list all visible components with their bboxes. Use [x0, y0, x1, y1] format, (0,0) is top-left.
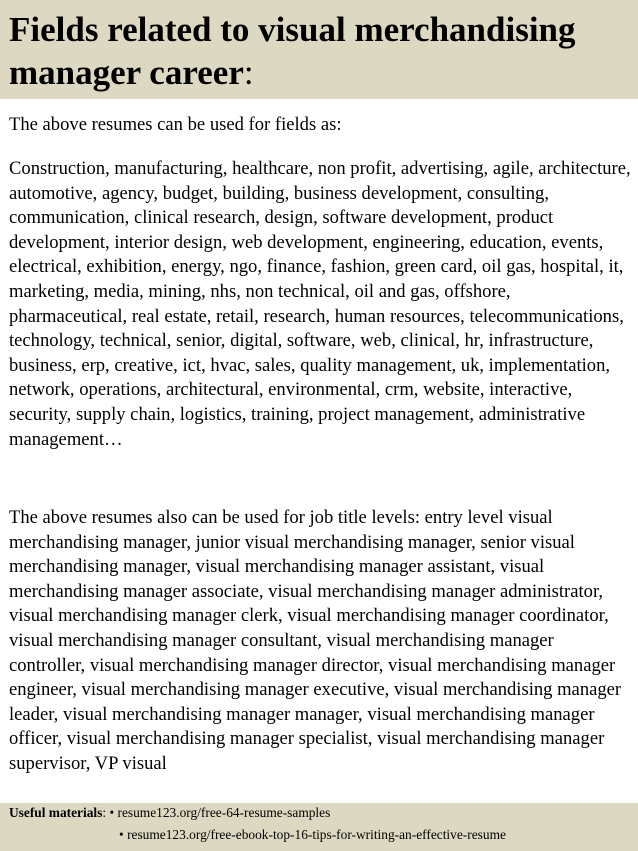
useful-materials-line	[9, 805, 330, 821]
useful-materials-label: Useful materials	[9, 805, 103, 820]
useful-link-resume-tips-ebook[interactable]: resume123.org/free-ebook-top-16-tips-for-writing-an-effective-resume	[127, 827, 506, 842]
fields-paragraph: Construction, manufacturing, healthcare, non profit, advertising, agile, architecture, automotive, agency, budget, building, business development, consulting, communication, clinical research, design, software development, product development, interior design, web development, engineering, education, events, electrical, exhibition, energy, ngo, finance, fashion, green card, oil gas, hospital, it, marketing, media, mining, nhs, non technical, oil and gas, offshore, pharmaceutical, real estate, retail, research, human resources, telecommunications, technology, technical, senior, digital, software, web, clinical, hr, infrastructure, business, erp, creative, ict, hvac, sales, quality management, uk, implementation, network, operations, architectural, environmental, crm, website, interactive, security, supply chain, logistics, training, project management, administrative management…	[9, 158, 631, 450]
page-title-text: Fields related to visual merchandising manager career	[9, 10, 576, 92]
useful-link-resume-samples[interactable]: resume123.org/free-64-resume-samples	[117, 805, 331, 820]
intro-paragraph: The above resumes can be used for fields as:	[9, 114, 342, 135]
useful-materials-line-2	[119, 827, 506, 843]
page-title	[9, 8, 629, 94]
useful-materials-colon: :	[102, 805, 107, 820]
bullet-2: •	[119, 827, 124, 842]
bullet-1: •	[109, 805, 115, 820]
job-levels-paragraph: The above resumes also can be used for job title levels: entry level visual merchandising manager, junior visual merchandising manager, senior visual merchandising manager, visual merchandising manager assistant, visual merchandising manager associate, visual merchandising manager administrator, visual merchandising manager clerk, visual merchandising manager coordinator, visual merchandising manager consultant, visual merchandising manager controller, visual merchandising manager director, visual merchandising manager engineer, visual merchandising manager executive, visual merchandising manager leader, visual merchandising manager manager, visual merchandising manager officer, visual merchandising manager specialist, visual merchandising manager supervisor, VP visual	[9, 507, 622, 774]
page-title-colon: :	[243, 53, 254, 92]
